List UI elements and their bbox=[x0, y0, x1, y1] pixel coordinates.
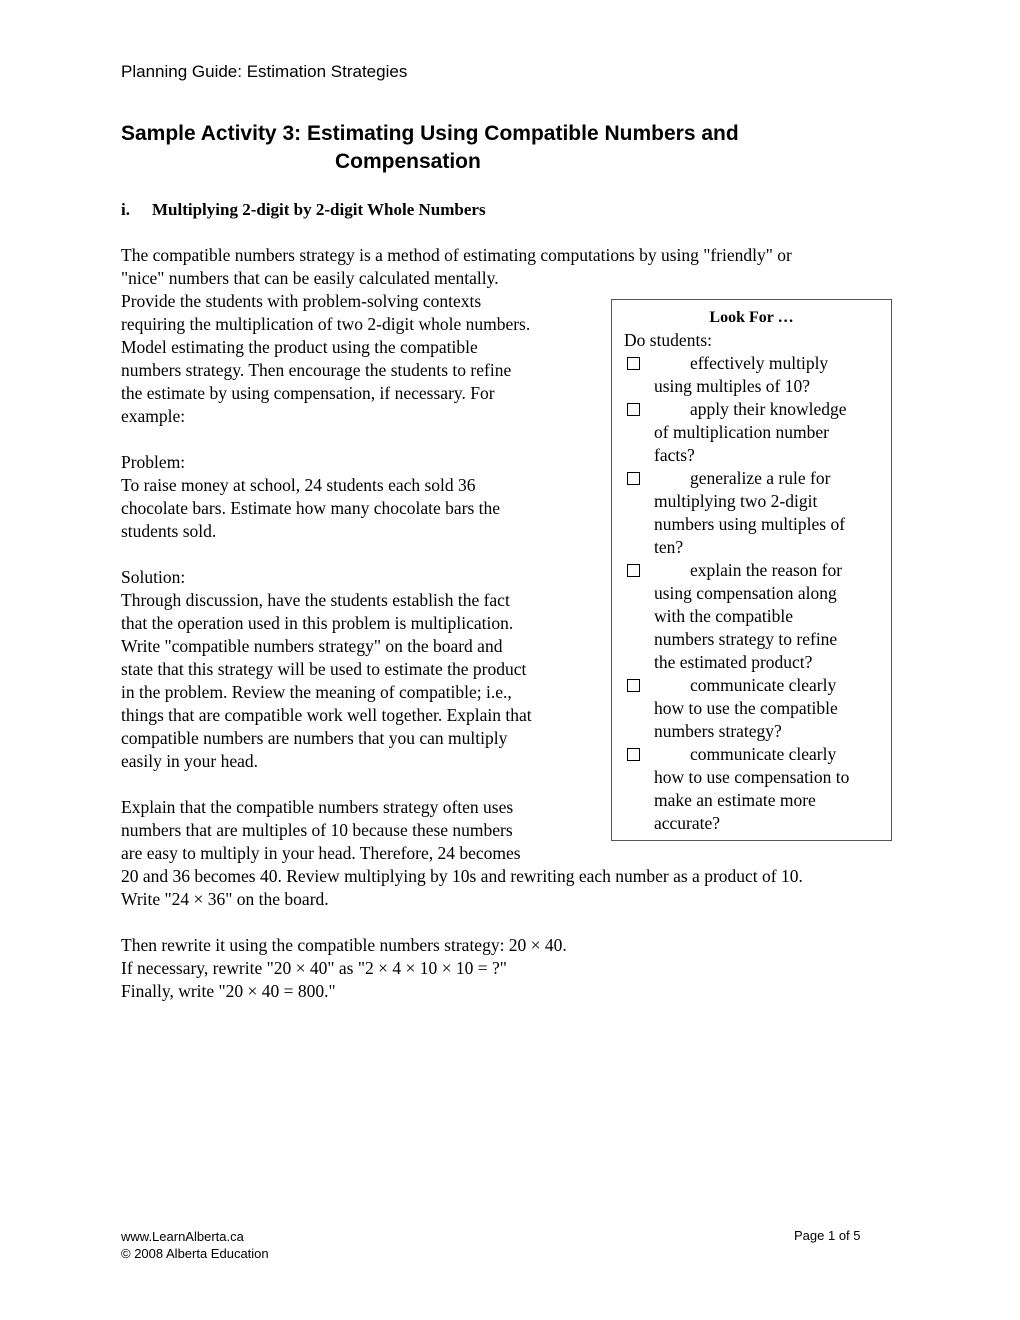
look-for-item-line: facts? bbox=[654, 445, 695, 465]
look-for-intro: Do students: bbox=[624, 330, 712, 350]
look-for-box bbox=[611, 299, 892, 841]
body-line: To raise money at school, 24 students each sold 36 bbox=[121, 475, 476, 495]
look-for-item-line: numbers strategy? bbox=[654, 721, 782, 741]
checkbox-icon bbox=[627, 472, 640, 485]
footer-website: www.LearnAlberta.ca bbox=[121, 1229, 244, 1244]
running-header: Planning Guide: Estimation Strategies bbox=[121, 62, 408, 81]
checkbox-icon bbox=[627, 679, 640, 692]
body-line: state that this strategy will be used to estimate the product bbox=[121, 659, 527, 679]
look-for-item-line: make an estimate more bbox=[654, 790, 816, 810]
body-line: compatible numbers are numbers that you can multiply bbox=[121, 728, 508, 748]
look-for-item-line: explain the reason for bbox=[690, 560, 843, 580]
look-for-item-line: ten? bbox=[654, 537, 684, 557]
body-line: Through discussion, have the students establish the fact bbox=[121, 590, 510, 610]
look-for-item-line: using compensation along bbox=[654, 583, 837, 603]
body-line: Finally, write "20 × 40 = 800." bbox=[121, 981, 336, 1001]
look-for-item-line: numbers strategy to refine bbox=[654, 629, 838, 649]
page-title-line-1: Sample Activity 3: Estimating Using Compatible Numbers and bbox=[121, 122, 739, 145]
body-line: Write "compatible numbers strategy" on the board and bbox=[121, 636, 503, 656]
body-line: Model estimating the product using the compatible bbox=[121, 337, 478, 357]
body-line: 20 and 36 becomes 40. Review multiplying by 10s and rewriting each number as a product of 10. bbox=[121, 866, 803, 886]
body-line: students sold. bbox=[121, 521, 217, 541]
body-line: If necessary, rewrite "20 × 40" as "2 × 4 × 10 × 10 = ?" bbox=[121, 958, 507, 978]
section-title: Multiplying 2-digit by 2-digit Whole Numbers bbox=[152, 200, 486, 219]
look-for-item-line: of multiplication number bbox=[654, 422, 829, 442]
body-line: chocolate bars. Estimate how many chocolate bars the bbox=[121, 498, 501, 518]
look-for-item-line: effectively multiply bbox=[690, 353, 829, 373]
body-line: in the problem. Review the meaning of compatible; i.e., bbox=[121, 682, 512, 702]
body-line: Write "24 × 36" on the board. bbox=[121, 889, 329, 909]
look-for-item-line: the estimated product? bbox=[654, 652, 813, 672]
look-for-item-line: numbers using multiples of bbox=[654, 514, 846, 534]
footer-page-number: Page 1 of 5 bbox=[794, 1228, 861, 1243]
checkbox-icon bbox=[627, 403, 640, 416]
look-for-title: Look For … bbox=[709, 309, 794, 326]
page-title-line-2: Compensation bbox=[335, 150, 481, 173]
look-for-item-line: generalize a rule for bbox=[690, 468, 831, 488]
look-for-item-line: multiplying two 2-digit bbox=[654, 491, 818, 511]
body-line: easily in your head. bbox=[121, 751, 259, 771]
body-line: are easy to multiply in your head. Therefore, 24 becomes bbox=[121, 843, 521, 863]
look-for-item-line: accurate? bbox=[654, 813, 721, 833]
checkbox-icon bbox=[627, 748, 640, 761]
section-heading bbox=[121, 200, 486, 220]
look-for-item-line: how to use the compatible bbox=[654, 698, 838, 718]
body-line: things that are compatible work well together. Explain that bbox=[121, 705, 532, 725]
look-for-item-line: with the compatible bbox=[654, 606, 793, 626]
body-line: requiring the multiplication of two 2-digit whole numbers. bbox=[121, 314, 531, 334]
look-for-item-line: how to use compensation to bbox=[654, 767, 850, 787]
section-number: i. bbox=[121, 200, 130, 219]
look-for-item-line: apply their knowledge bbox=[690, 399, 847, 419]
body-line: that the operation used in this problem is multiplication. bbox=[121, 613, 514, 633]
body-line: Then rewrite it using the compatible numbers strategy: 20 × 40. bbox=[121, 935, 567, 955]
checkbox-icon bbox=[627, 564, 640, 577]
checkbox-icon bbox=[627, 357, 640, 370]
body-line: "nice" numbers that can be easily calculated mentally. bbox=[121, 268, 499, 288]
body-line: Provide the students with problem-solving contexts bbox=[121, 291, 482, 311]
body-line: the estimate by using compensation, if necessary. For bbox=[121, 383, 495, 403]
body-line: numbers strategy. Then encourage the students to refine bbox=[121, 360, 512, 380]
body-line: The compatible numbers strategy is a method of estimating computations by using "friendly" or bbox=[121, 245, 792, 265]
footer-left bbox=[121, 1228, 269, 1262]
look-for-item-line: communicate clearly bbox=[690, 744, 837, 764]
body-line: Explain that the compatible numbers strategy often uses bbox=[121, 797, 514, 817]
body-line: Problem: bbox=[121, 452, 186, 472]
body-line: Solution: bbox=[121, 567, 186, 587]
body-line: numbers that are multiples of 10 because these numbers bbox=[121, 820, 513, 840]
look-for-item-line: communicate clearly bbox=[690, 675, 837, 695]
look-for-item-line: using multiples of 10? bbox=[654, 376, 811, 396]
body-line: example: bbox=[121, 406, 186, 426]
footer-copyright: © 2008 Alberta Education bbox=[121, 1246, 269, 1261]
